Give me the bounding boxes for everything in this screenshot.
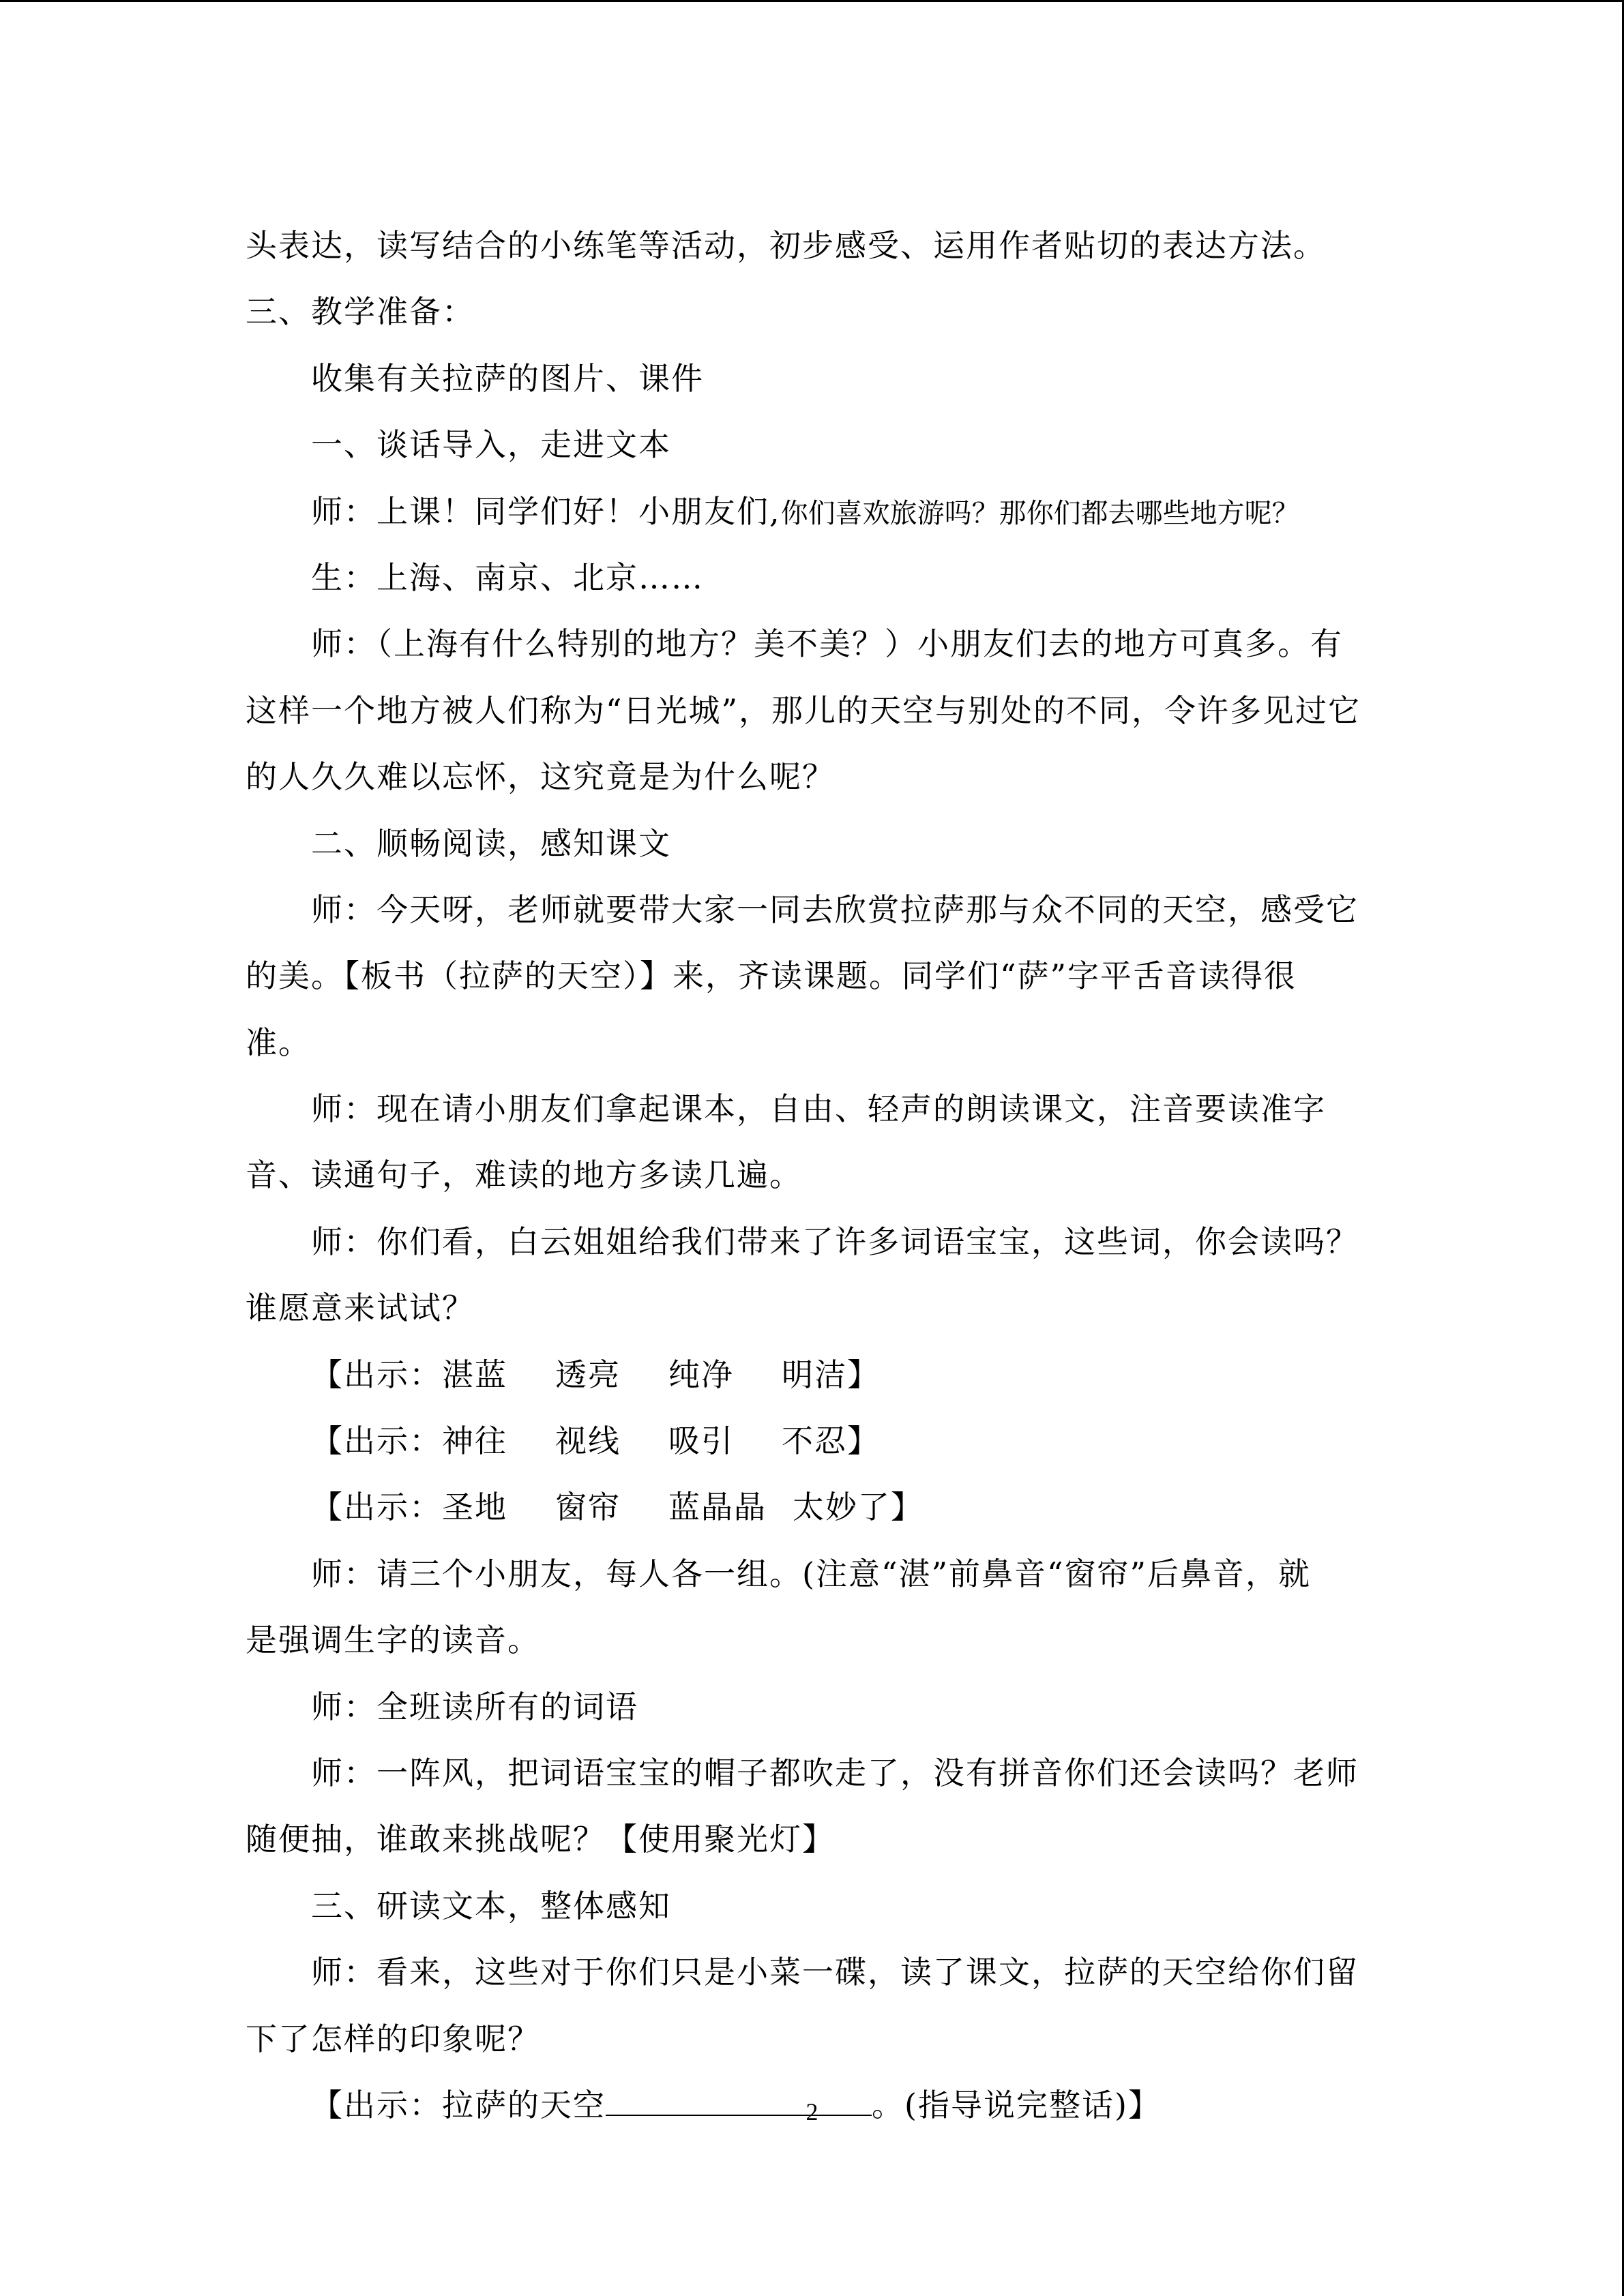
vocab-word: 湛蓝 xyxy=(442,1356,507,1393)
show-prefix: 【出示： xyxy=(311,1489,442,1526)
paragraph-line: 师：（上海有什么特别的地方？美不美？）小朋友们去的地方可真多。有 xyxy=(311,625,1343,663)
paragraph-line: 准。 xyxy=(246,1024,311,1061)
paragraph-line: 谁愿意来试试？ xyxy=(246,1289,475,1327)
vocab-word: 纯净 xyxy=(668,1356,734,1393)
show-suffix: 】 xyxy=(847,1356,880,1393)
paragraph-line: 头表达，读写结合的小练笔等活动，初步感受、运用作者贴切的表达方法。 xyxy=(246,227,1326,264)
section-heading: 一、谈话导入，走进文本 xyxy=(311,426,671,464)
fill-in-suffix: 。(指导说完整话)】 xyxy=(872,2086,1161,2123)
paragraph-line: 下了怎样的印象呢？ xyxy=(246,2020,540,2057)
word-group-line xyxy=(246,1474,1385,1540)
show-prefix: 【出示： xyxy=(311,1422,442,1460)
document-body xyxy=(246,213,1385,2138)
paragraph-line: 师：一阵风，把词语宝宝的帽子都吹走了，没有拼音你们还会读吗？老师 xyxy=(311,1754,1359,1791)
paragraph-line: 师：全班读所有的词语 xyxy=(311,1688,638,1725)
word-group-line xyxy=(246,1408,1385,1474)
show-prefix: 【出示： xyxy=(311,1356,442,1393)
paragraph-line: 师：今天呀，老师就要带大家一同去欣赏拉萨那与众不同的天空，感受它 xyxy=(311,891,1359,928)
vocab-word: 视线 xyxy=(555,1422,621,1460)
vocab-word: 吸引 xyxy=(668,1422,734,1460)
fill-in-prefix: 【出示：拉萨的天空 xyxy=(311,2086,606,2123)
paragraph-line: 师：请三个小朋友，每人各一组。(注意“湛”前鼻音“窗帘”后鼻音，就 xyxy=(311,1555,1312,1592)
show-suffix: 】 xyxy=(891,1489,924,1526)
section-heading: 三、教学准备： xyxy=(246,293,475,331)
vocab-word: 窗帘 xyxy=(555,1489,621,1526)
word-group-line xyxy=(246,1342,1385,1408)
vocab-word: 太妙了 xyxy=(793,1489,891,1526)
vocab-word: 不忍 xyxy=(782,1422,847,1460)
page-number: 2 xyxy=(806,2098,818,2126)
paragraph-line: 生：上海、南京、北京…… xyxy=(311,558,704,596)
vocab-word: 透亮 xyxy=(555,1356,621,1393)
paragraph-line: 这样一个地方被人们称为“日光城”，那儿的天空与别处的不同，令许多见过它 xyxy=(246,691,1361,729)
paragraph-line: 随便抽，谁敢来挑战呢？【使用聚光灯】 xyxy=(246,1821,835,1858)
paragraph-line: 收集有关拉萨的图片、课件 xyxy=(311,359,704,397)
dialogue-text: 师：上课！同学们好！小朋友们, xyxy=(311,492,781,530)
vocab-word: 蓝晶晶 xyxy=(668,1489,767,1526)
vocab-word: 明洁 xyxy=(782,1356,847,1393)
paragraph-line: 的人久久难以忘怀，这究竟是为什么呢？ xyxy=(246,758,835,796)
show-suffix: 】 xyxy=(847,1422,880,1460)
section-heading: 二、顺畅阅读，感知课文 xyxy=(311,824,671,862)
vocab-word: 圣地 xyxy=(442,1489,507,1526)
paragraph-line: 的美。【板书（拉萨的天空）】来，齐读课题。同学们“萨”字平舌音读得很 xyxy=(246,957,1297,995)
page-top-border xyxy=(0,0,1624,2)
paragraph-line: 师：看来，这些对于你们只是小菜一碟，读了课文，拉萨的天空给你们留 xyxy=(311,1954,1359,1991)
vocab-word: 神往 xyxy=(442,1422,507,1460)
dialogue-text: 你们喜欢旅游吗？那你们都去哪些地方呢？ xyxy=(780,497,1299,529)
paragraph-line: 音、读通句子，难读的地方多读几遍。 xyxy=(246,1157,802,1194)
section-heading: 三、研读文本，整体感知 xyxy=(311,1887,671,1924)
paragraph-line: 是强调生字的读音。 xyxy=(246,1622,540,1659)
paragraph-line: 师：现在请小朋友们拿起课本，自由、轻声的朗读课文，注音要读准字 xyxy=(311,1090,1326,1128)
paragraph-line: 师：你们看，白云姐姐给我们带来了许多词语宝宝，这些词，你会读吗？ xyxy=(311,1223,1359,1260)
paragraph-line xyxy=(246,479,1385,545)
